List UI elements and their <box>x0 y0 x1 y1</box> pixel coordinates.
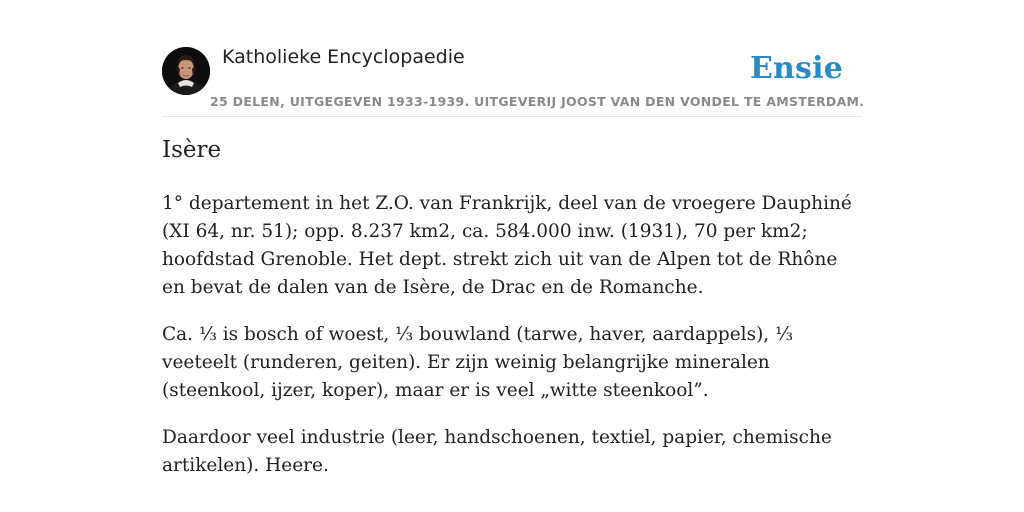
article-paragraph: Ca. ⅓ is bosch of woest, ⅓ bouwland (tarwe, haver, aardappels), ⅓ veeteelt (runderen, geiten). Er zijn weinig belangrijke mineralen (steenkool, ijzer, koper), maar er is veel „witte steenkool”. <box>162 323 793 401</box>
brand-logo-link[interactable]: Ensie <box>749 51 843 86</box>
portrait-avatar-icon[interactable] <box>162 47 210 95</box>
publication-title[interactable]: Katholieke Encyclopaedie <box>222 46 465 68</box>
article <box>162 136 862 499</box>
publication-subtitle: 25 DELEN, UITGEGEVEN 1933-1939. UITGEVERIJ JOOST VAN DEN VONDEL TE AMSTERDAM. <box>210 94 865 109</box>
article-title: Isère <box>162 137 222 163</box>
article-paragraph: 1° departement in het Z.O. van Frankrijk, deel van de vroegere Dauphiné (XI 64, nr. 51); opp. 8.237 km2, ca. 584.000 inw. (1931), 70 per km2; hoofdstad Grenoble. Het dept. strekt zich uit van de Alpen tot de Rhône en bevat de dalen van de Isère, de Drac en de Romanche. <box>162 192 852 298</box>
publication-header <box>162 44 865 117</box>
article-paragraph: Daardoor veel industrie (leer, handschoenen, textiel, papier, chemische artikelen). Heere. <box>162 426 832 476</box>
